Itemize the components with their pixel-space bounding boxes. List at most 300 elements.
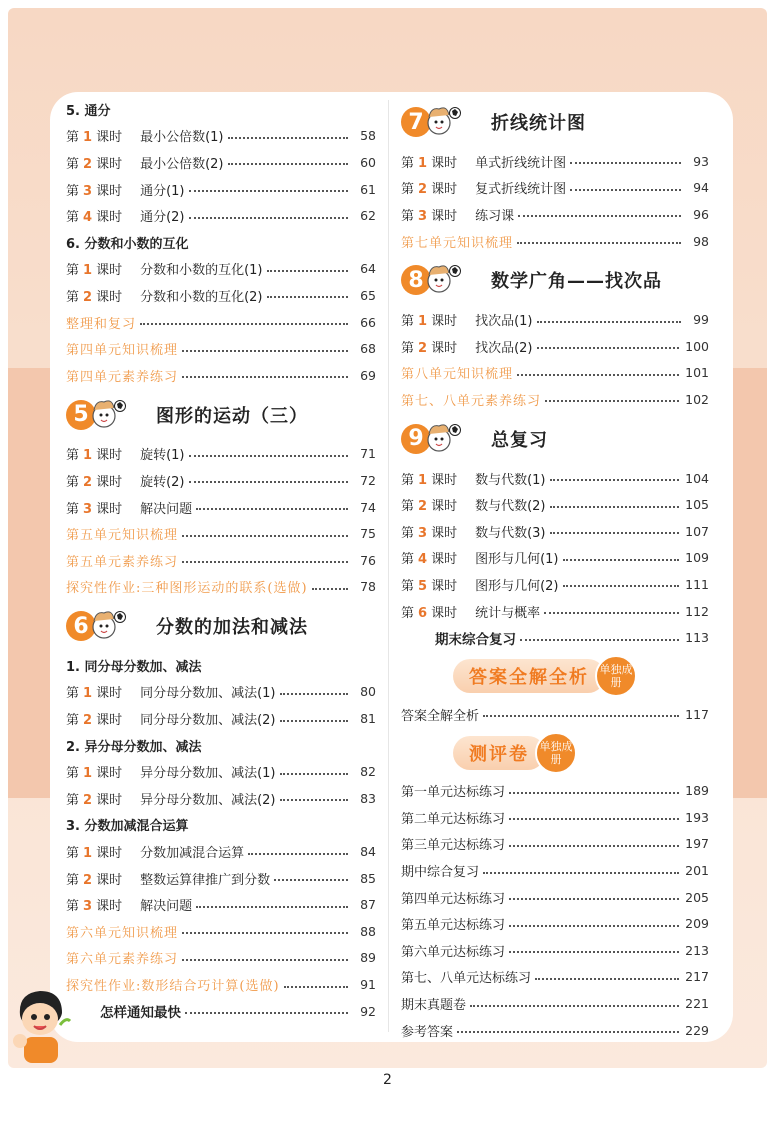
unit-heading: [401, 254, 709, 306]
column-divider: [388, 100, 389, 1032]
page-ref: 213: [685, 942, 709, 958]
leader-dots: [280, 693, 349, 695]
entry-title: 整理和复习: [66, 316, 137, 332]
right-column: [401, 96, 709, 1043]
leader-dots: [535, 978, 679, 980]
page-ref: 91: [360, 977, 376, 993]
page-ref: 94: [693, 180, 709, 196]
toc-entry: [401, 778, 709, 805]
lesson-suffix: 课时: [96, 899, 123, 915]
entry-title: 第八单元知识梳理: [401, 367, 514, 383]
page-ref: 221: [685, 996, 709, 1012]
entry-title: 旋转(2): [140, 474, 185, 490]
unit-number-badge: 6: [66, 611, 96, 641]
entry-title: 第六单元达标练习: [401, 944, 506, 960]
entry-title: 解决问题: [140, 899, 193, 915]
leader-dots: [483, 872, 679, 874]
toc-entry: [401, 701, 709, 728]
page-ref: 76: [360, 552, 376, 568]
page-ref: 193: [685, 809, 709, 825]
entry-title: 数与代数(3): [475, 525, 546, 541]
lesson-suffix: 课时: [431, 525, 458, 541]
lesson-number: 1: [83, 686, 93, 702]
unit-title: 数学广角——找次品: [491, 271, 662, 293]
leader-dots: [248, 853, 348, 855]
leader-dots: [189, 481, 349, 483]
page-ref: 66: [360, 314, 376, 330]
toc-entry: [401, 518, 709, 545]
toc-entry: [66, 891, 376, 918]
lesson-label: [66, 153, 122, 172]
entry-title: 第五单元素养练习: [66, 554, 179, 570]
page-ref: 229: [685, 1022, 709, 1038]
lesson-prefix: 第: [66, 501, 80, 517]
lesson-prefix: 第: [401, 525, 415, 541]
lesson-number: 1: [83, 448, 93, 464]
entry-title: 整数运算律推广到分数: [140, 872, 271, 888]
lesson-prefix: 第: [66, 263, 80, 279]
entry-title: 期末综合复习: [435, 631, 516, 648]
entry-title: 数与代数(2): [475, 499, 546, 515]
unit-heading: [66, 389, 376, 441]
lesson-label: [66, 126, 122, 145]
entry-title: 第四单元达标练习: [401, 891, 506, 907]
section-heading: 2. 异分母分数加、减法: [66, 739, 202, 755]
page-ref: 68: [360, 341, 376, 357]
page-ref: 112: [685, 603, 709, 619]
leader-dots: [267, 270, 349, 272]
banner-title: 答案全解全析: [453, 659, 605, 693]
page-ref: 60: [360, 154, 376, 170]
lesson-label: [66, 682, 122, 701]
entry-title: 最小公倍数(2): [140, 156, 224, 172]
toc-entry: [66, 705, 376, 732]
entry-title: 练习课: [475, 208, 515, 224]
lesson-number: 4: [418, 552, 428, 568]
lesson-prefix: 第: [66, 210, 80, 226]
leader-dots: [182, 959, 348, 961]
lesson-number: 3: [83, 501, 93, 517]
right-side-band: [733, 368, 767, 798]
entry-title: 第六单元素养练习: [66, 952, 179, 968]
lesson-suffix: 课时: [431, 605, 458, 621]
lesson-label: [401, 337, 457, 356]
lesson-number: 2: [418, 340, 428, 356]
lesson-label: [66, 895, 122, 914]
page-ref: 107: [685, 523, 709, 539]
entry-title: 第三单元达标练习: [401, 838, 506, 854]
leader-dots: [537, 321, 682, 323]
lesson-number: 1: [418, 314, 428, 330]
page-ref: 98: [693, 233, 709, 249]
lesson-label: [66, 709, 122, 728]
lesson-prefix: 第: [66, 130, 80, 146]
lesson-number: 3: [83, 899, 93, 915]
toc-entry: [401, 937, 709, 964]
leader-dots: [517, 242, 681, 244]
lesson-number: 2: [418, 182, 428, 198]
leader-dots: [185, 1012, 348, 1014]
lesson-number: 1: [83, 130, 93, 146]
page-ref: 104: [685, 470, 709, 486]
page-ref: 92: [360, 1003, 376, 1019]
lesson-number: 2: [83, 792, 93, 808]
entry-title: 单式折线统计图: [475, 155, 567, 171]
page-ref: 93: [693, 153, 709, 169]
lesson-suffix: 课时: [96, 448, 123, 464]
toc-entry: [66, 123, 376, 150]
lesson-label: [401, 495, 457, 514]
unit-title: 折线统计图: [491, 113, 586, 134]
leader-dots: [509, 898, 679, 900]
lesson-suffix: 课时: [96, 263, 123, 279]
lesson-prefix: 第: [401, 578, 415, 594]
page-ref: 113: [685, 630, 709, 646]
lesson-label: [66, 762, 122, 781]
leader-dots: [509, 951, 679, 953]
lesson-suffix: 课时: [96, 846, 123, 862]
leader-dots: [470, 1005, 679, 1007]
entry-title: 探究性作业:三种图形运动的联系(选做): [66, 581, 308, 597]
page-ref: 100: [685, 338, 709, 354]
lesson-number: 6: [418, 605, 428, 621]
toc-entry: [66, 547, 376, 574]
entry-title: 探究性作业:数形结合巧计算(选做): [66, 979, 280, 995]
lesson-number: 3: [418, 208, 428, 224]
entry-title: 分数和小数的互化(2): [140, 289, 263, 305]
lesson-suffix: 课时: [431, 208, 458, 224]
entry-title: 解决问题: [140, 501, 193, 517]
lesson-suffix: 课时: [431, 155, 458, 171]
entry-title: 分数和小数的互化(1): [140, 263, 263, 279]
leader-dots: [280, 773, 349, 775]
lesson-suffix: 课时: [431, 552, 458, 568]
lesson-prefix: 第: [66, 872, 80, 888]
separate-booklet-seal: 单独成册: [535, 732, 577, 774]
entry-title: 第四单元素养练习: [66, 369, 179, 385]
page-number: 2: [383, 1072, 392, 1088]
lesson-prefix: 第: [401, 499, 415, 515]
lesson-prefix: 第: [401, 472, 415, 488]
toc-entry: [401, 884, 709, 911]
lesson-number: 2: [83, 289, 93, 305]
entry-title: 第七单元知识梳理: [401, 235, 514, 251]
toc-entry: [66, 176, 376, 203]
entry-title: 通分(1): [140, 183, 185, 199]
entry-title: 第六单元知识梳理: [66, 925, 179, 941]
toc-entry: [401, 964, 709, 991]
toc-entry: [401, 306, 709, 333]
page-ref: 69: [360, 367, 376, 383]
entry-title: 通分(2): [140, 210, 185, 226]
lesson-label: [401, 522, 457, 541]
toc-entry: [66, 785, 376, 812]
page-ref: 205: [685, 889, 709, 905]
page-ref: 102: [685, 391, 709, 407]
leader-dots: [563, 585, 680, 587]
toc-entry: [66, 679, 376, 706]
page-ref: 87: [360, 897, 376, 913]
lesson-number: 2: [418, 499, 428, 515]
lesson-prefix: 第: [66, 686, 80, 702]
leader-dots: [182, 561, 348, 563]
leader-dots: [140, 323, 348, 325]
lesson-number: 1: [418, 472, 428, 488]
lesson-suffix: 课时: [96, 686, 123, 702]
page-ref: 78: [360, 579, 376, 595]
mascot-icon: [90, 607, 126, 645]
lesson-number: 4: [83, 210, 93, 226]
leader-dots: [196, 906, 348, 908]
entry-title: 同分母分数加、减法(2): [140, 713, 276, 729]
unit-number-badge: 9: [401, 424, 431, 454]
leader-dots: [196, 508, 348, 510]
lesson-label: [401, 575, 457, 594]
lesson-label: [66, 498, 122, 517]
toc-entry: [401, 175, 709, 202]
lesson-label: [401, 310, 457, 329]
lesson-prefix: 第: [66, 846, 80, 862]
entry-title: 第二单元达标练习: [401, 811, 506, 827]
section-heading: 6. 分数和小数的互化: [66, 236, 189, 252]
lesson-suffix: 课时: [96, 872, 123, 888]
entry-title: 找次品(1): [475, 314, 533, 330]
toc-entry: [401, 148, 709, 175]
toc-entry: [401, 857, 709, 884]
page-ref: 82: [360, 764, 376, 780]
entry-title: 最小公倍数(1): [140, 130, 224, 146]
leader-dots: [550, 479, 680, 481]
leader-dots: [280, 720, 349, 722]
unit-title: 图形的运动（三）: [156, 405, 308, 427]
lesson-suffix: 课时: [96, 156, 123, 172]
toc-entry: [401, 491, 709, 518]
leader-dots: [570, 189, 681, 191]
lesson-suffix: 课时: [431, 499, 458, 515]
unit-heading: [66, 600, 376, 652]
entry-title: 找次品(2): [475, 340, 533, 356]
toc-entry: [401, 360, 709, 387]
separate-booklet-seal: 单独成册: [595, 655, 637, 697]
leader-dots: [544, 612, 679, 614]
lesson-label: [401, 152, 457, 171]
page-ref: 111: [685, 576, 709, 592]
entry-title: 异分母分数加、减法(1): [140, 766, 276, 782]
toc-entry: [66, 202, 376, 229]
lesson-label: [401, 469, 457, 488]
mascot-icon: [90, 396, 126, 434]
mascot-icon: [425, 103, 461, 141]
lesson-suffix: 课时: [431, 472, 458, 488]
unit-title: 分数的加法和减法: [156, 617, 308, 639]
page-ref: 74: [360, 499, 376, 515]
leader-dots: [518, 215, 681, 217]
toc-entry: [66, 758, 376, 785]
lesson-suffix: 课时: [96, 474, 123, 490]
page-ref: 105: [685, 497, 709, 513]
toc-entry: [401, 804, 709, 831]
toc-entry: [401, 545, 709, 572]
toc-entry: [66, 149, 376, 176]
entry-title: 期中综合复习: [401, 865, 480, 881]
page-ref: 84: [360, 844, 376, 860]
lesson-number: 2: [83, 872, 93, 888]
leader-dots: [550, 532, 680, 534]
page-ref: 201: [685, 863, 709, 879]
page-ref: 80: [360, 684, 376, 700]
section-heading: 1. 同分母分数加、减法: [66, 659, 202, 675]
lesson-number: 3: [83, 183, 93, 199]
booklet-banner: [401, 728, 709, 778]
toc-entry: [401, 571, 709, 598]
lesson-label: [66, 206, 122, 225]
lesson-prefix: 第: [66, 899, 80, 915]
toc-entry: [401, 1017, 709, 1044]
leader-dots: [189, 190, 349, 192]
lesson-suffix: 课时: [431, 314, 458, 330]
toc-entry: [66, 971, 376, 998]
lesson-label: [401, 548, 457, 567]
toc-entry: [401, 598, 709, 625]
lesson-label: [401, 602, 457, 621]
entry-title: 第四单元知识梳理: [66, 343, 179, 359]
toc-entry: [66, 574, 376, 601]
page-ref: 88: [360, 923, 376, 939]
leader-dots: [545, 400, 679, 402]
page-ref: 72: [360, 472, 376, 488]
leader-dots: [182, 535, 348, 537]
lesson-prefix: 第: [66, 792, 80, 808]
lesson-suffix: 课时: [96, 792, 123, 808]
lesson-label: [66, 869, 122, 888]
toc-entry: [66, 441, 376, 468]
lesson-suffix: 课时: [96, 501, 123, 517]
leader-dots: [182, 932, 348, 934]
lesson-prefix: 第: [401, 155, 415, 171]
toc-entry: [401, 386, 709, 413]
page-ref: 109: [685, 550, 709, 566]
toc-entry: [66, 865, 376, 892]
leader-dots: [284, 986, 348, 988]
toc-entry: [401, 228, 709, 255]
toc-entry: [401, 910, 709, 937]
toc-entry: [66, 945, 376, 972]
lesson-label: [66, 286, 122, 305]
lesson-suffix: 课时: [96, 210, 123, 226]
lesson-label: [66, 789, 122, 808]
page-ref: 58: [360, 128, 376, 144]
lesson-prefix: 第: [66, 474, 80, 490]
toc-entry: [66, 309, 376, 336]
page-ref: 64: [360, 261, 376, 277]
leader-dots: [483, 715, 679, 717]
leader-dots: [509, 925, 679, 927]
leader-dots: [520, 639, 679, 641]
entry-title: 图形与几何(2): [475, 578, 559, 594]
page-ref: 83: [360, 790, 376, 806]
leader-dots: [182, 376, 348, 378]
toc-entry: [66, 362, 376, 389]
leader-dots: [563, 559, 680, 561]
page-ref: 209: [685, 916, 709, 932]
page-ref: 85: [360, 870, 376, 886]
entry-title: 同分母分数加、减法(1): [140, 686, 276, 702]
lesson-suffix: 课时: [96, 130, 123, 146]
toc-entry: [66, 335, 376, 362]
entry-title: 复式折线统计图: [475, 182, 567, 198]
entry-title: 怎样通知最快: [100, 1005, 181, 1022]
toc-entry: [66, 282, 376, 309]
entry-title: 分数加减混合运算: [140, 846, 245, 862]
lesson-suffix: 课时: [96, 713, 123, 729]
booklet-banner: [401, 651, 709, 701]
lesson-prefix: 第: [401, 314, 415, 330]
entry-title: 第七、八单元达标练习: [401, 971, 532, 987]
lesson-suffix: 课时: [96, 183, 123, 199]
page-ref: 71: [360, 446, 376, 462]
leader-dots: [517, 374, 679, 376]
left-column: [66, 96, 376, 1024]
toc-entry: [401, 831, 709, 858]
unit-title: 总复习: [491, 429, 548, 451]
leader-dots: [274, 879, 348, 881]
entry-title: 答案全解全析: [401, 708, 480, 724]
left-side-band: [8, 368, 50, 798]
lesson-prefix: 第: [66, 713, 80, 729]
banner-title: 测评卷: [453, 736, 545, 770]
lesson-number: 1: [83, 263, 93, 279]
toc-entry: [66, 918, 376, 945]
lesson-suffix: 课时: [96, 766, 123, 782]
leader-dots: [189, 217, 349, 219]
mascot-icon: [425, 261, 461, 299]
leader-dots: [509, 845, 679, 847]
leader-dots: [280, 799, 349, 801]
page-ref: 189: [685, 783, 709, 799]
entry-title: 期末真题卷: [401, 998, 467, 1014]
section-heading: 3. 分数加减混合运算: [66, 819, 189, 835]
entry-title: 异分母分数加、减法(2): [140, 792, 276, 808]
toc-entry: [66, 998, 376, 1025]
lesson-label: [401, 178, 457, 197]
lesson-prefix: 第: [401, 340, 415, 356]
page-ref: 96: [693, 206, 709, 222]
lesson-number: 5: [418, 578, 428, 594]
lesson-suffix: 课时: [431, 182, 458, 198]
toc-entry: [401, 201, 709, 228]
lesson-prefix: 第: [66, 183, 80, 199]
lesson-label: [66, 842, 122, 861]
leader-dots: [312, 588, 348, 590]
page-ref: 81: [360, 711, 376, 727]
lesson-suffix: 课时: [431, 340, 458, 356]
leader-dots: [509, 818, 679, 820]
leader-dots: [182, 350, 348, 352]
leader-dots: [457, 1031, 679, 1033]
unit-heading: [401, 413, 709, 465]
lesson-prefix: 第: [66, 448, 80, 464]
lesson-label: [66, 444, 122, 463]
toc-entry: [66, 256, 376, 283]
lesson-prefix: 第: [401, 182, 415, 198]
leader-dots: [228, 137, 349, 139]
unit-number-badge: 7: [401, 107, 431, 137]
lesson-prefix: 第: [66, 289, 80, 305]
lesson-prefix: 第: [401, 208, 415, 224]
page-ref: 99: [693, 312, 709, 328]
entry-title: 第五单元达标练习: [401, 918, 506, 934]
page-ref: 65: [360, 287, 376, 303]
